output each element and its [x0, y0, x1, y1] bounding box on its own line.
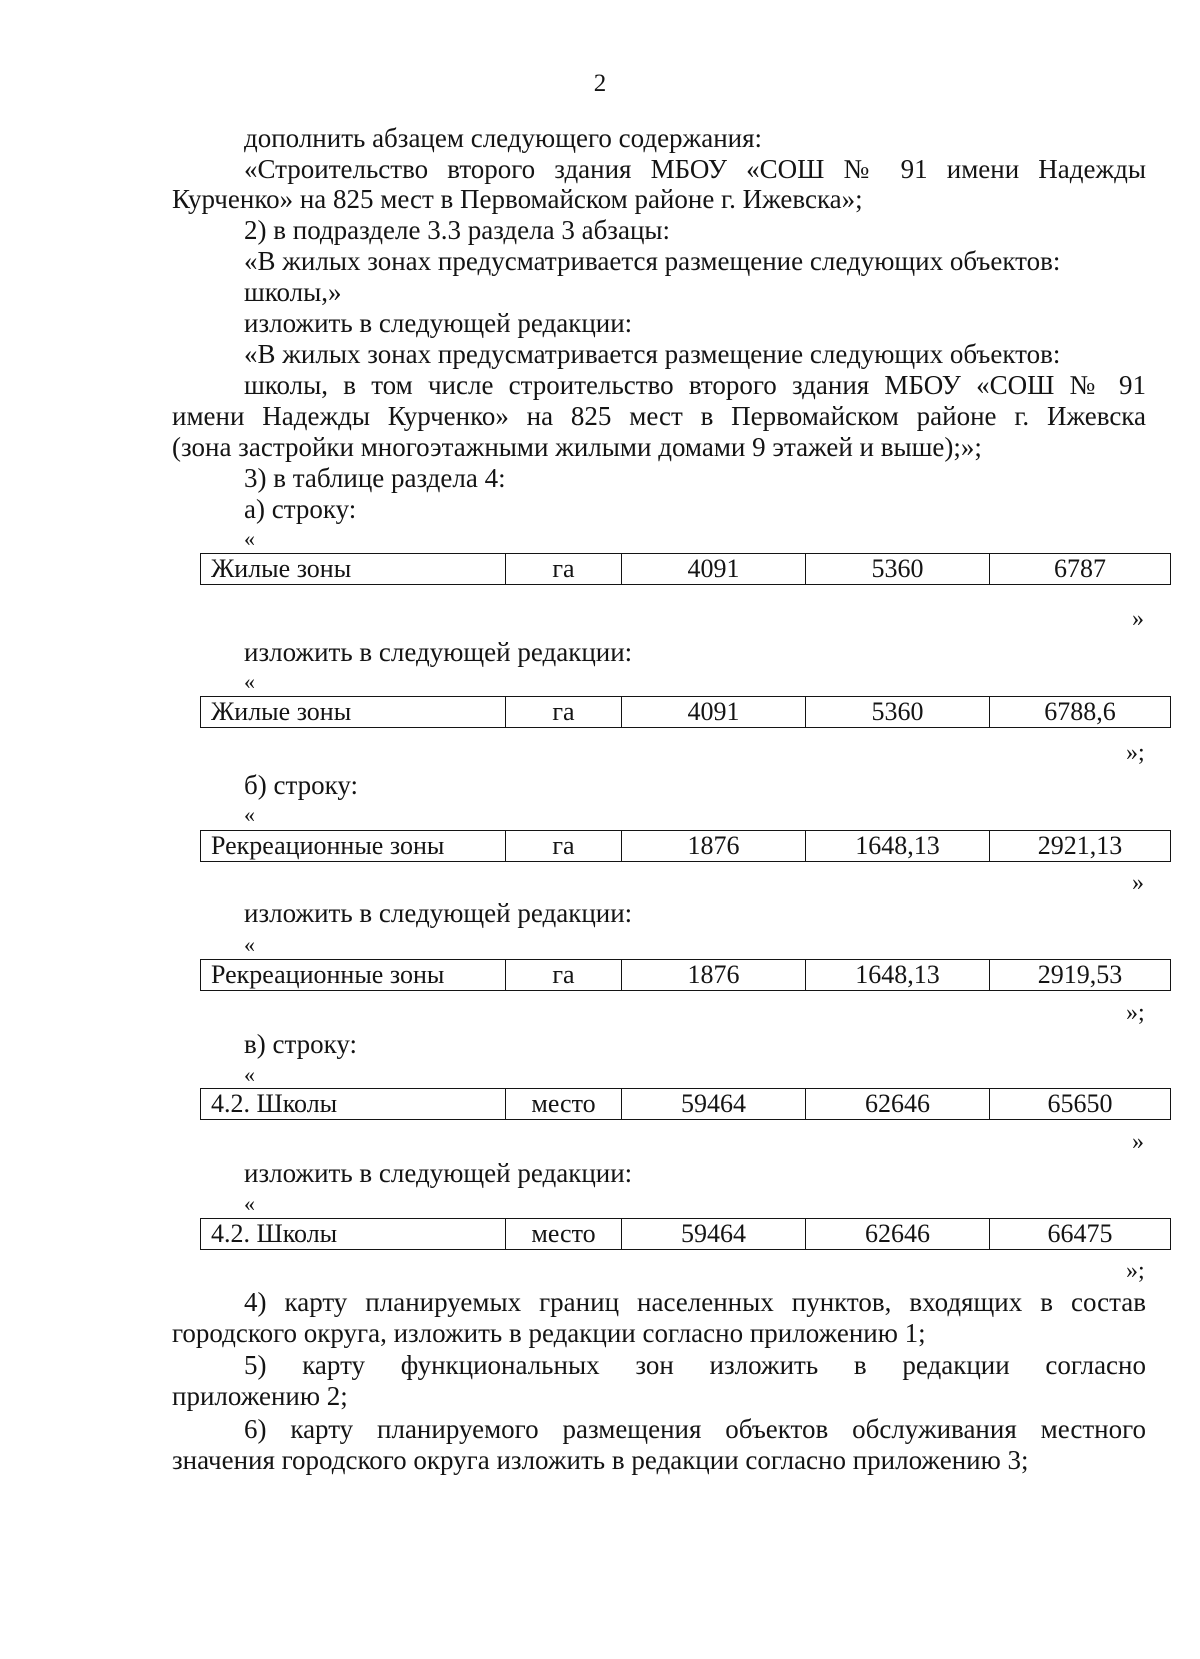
item-3a-label: а) строку:: [244, 494, 357, 524]
table-cell: 65650: [990, 1089, 1171, 1120]
item-4-line-1: 4) карту планируемых границ населенных пунктов, входящих в состав: [244, 1287, 1146, 1317]
table-row-b-old: [200, 830, 1171, 862]
table-cell: Рекреационные зоны: [201, 960, 506, 991]
item-2-new-line-3: имени Надежды Курченко» на 825 мест в Первомайском районе г. Ижевска: [172, 401, 1146, 431]
table-cell: 4.2. Школы: [201, 1089, 506, 1120]
table-cell: га: [506, 960, 622, 991]
table-cell: 66475: [990, 1219, 1171, 1250]
table-row-v-new: [200, 1218, 1171, 1250]
quote-open: «: [244, 526, 255, 551]
table-cell: 59464: [622, 1219, 806, 1250]
item-4-line-2: городского округа, изложить в редакции согласно приложению 1;: [172, 1318, 926, 1348]
quote-open: «: [244, 669, 255, 694]
item-3a-restate: изложить в следующей редакции:: [244, 637, 633, 667]
table-cell: 2921,13: [990, 831, 1171, 862]
quote-close: »: [1132, 606, 1144, 632]
paragraph-intro: дополнить абзацем следующего содержания:: [244, 123, 763, 153]
table-cell: га: [506, 697, 622, 728]
paragraph-quote-1: «Строительство второго здания МБОУ «СОШ № 91 имени Надежды: [244, 154, 1146, 184]
item-3b-restate: изложить в следующей редакции:: [244, 898, 633, 928]
item-2-heading: 2) в подразделе 3.3 раздела 3 абзацы:: [244, 215, 671, 245]
quote-open: «: [244, 1191, 255, 1216]
table-row-v-old: [200, 1088, 1171, 1120]
table-cell: 1648,13: [806, 960, 990, 991]
item-2-new-line-4: (зона застройки многоэтажными жилыми домами 9 этажей и выше);»;: [172, 432, 982, 462]
table-cell: 59464: [622, 1089, 806, 1120]
table-row-a-new: [200, 696, 1171, 728]
item-3v-label: в) строку:: [244, 1029, 357, 1059]
table-cell: га: [506, 831, 622, 862]
item-2-old-line-1: «В жилых зонах предусматривается размещение следующих объектов:: [244, 246, 1061, 276]
item-2-new-line-2: школы, в том числе строительство второго здания МБОУ «СОШ № 91: [244, 370, 1146, 400]
quote-open: «: [244, 932, 255, 957]
table-cell: место: [506, 1089, 622, 1120]
table-cell: Жилые зоны: [201, 697, 506, 728]
table-cell: 4.2. Школы: [201, 1219, 506, 1250]
item-6-line-2: значения городского округа изложить в редакции согласно приложению 3;: [172, 1445, 1029, 1475]
table-cell: 4091: [622, 697, 806, 728]
item-6-line-1: 6) карту планируемого размещения объектов обслуживания местного: [244, 1414, 1146, 1444]
quote-close-semicolon: »;: [1126, 740, 1145, 766]
table-cell: место: [506, 1219, 622, 1250]
table-cell: Рекреационные зоны: [201, 831, 506, 862]
quote-open: «: [244, 1062, 255, 1087]
table-cell: 62646: [806, 1089, 990, 1120]
table-cell: 1876: [622, 831, 806, 862]
item-2-restate: изложить в следующей редакции:: [244, 308, 633, 338]
quote-close: »: [1132, 870, 1144, 896]
quote-close-semicolon: »;: [1126, 1258, 1145, 1284]
table-cell: 2919,53: [990, 960, 1171, 991]
item-3-heading: 3) в таблице раздела 4:: [244, 463, 506, 493]
table-row-b-new: [200, 959, 1171, 991]
quote-open: «: [244, 802, 255, 827]
table-cell: 1648,13: [806, 831, 990, 862]
quote-close-semicolon: »;: [1126, 1000, 1145, 1026]
item-5-line-1: 5) карту функциональных зон изложить в редакции согласно: [244, 1350, 1146, 1380]
table-cell: 62646: [806, 1219, 990, 1250]
table-cell: 5360: [806, 697, 990, 728]
table-cell: 6788,6: [990, 697, 1171, 728]
paragraph-quote-1-cont: Курченко» на 825 мест в Первомайском районе г. Ижевска»;: [172, 184, 863, 214]
table-cell: 6787: [990, 554, 1171, 585]
item-2-new-line-1: «В жилых зонах предусматривается размещение следующих объектов:: [244, 339, 1061, 369]
item-5-line-2: приложению 2;: [172, 1381, 348, 1411]
item-3b-label: б) строку:: [244, 770, 358, 800]
table-cell: Жилые зоны: [201, 554, 506, 585]
table-cell: га: [506, 554, 622, 585]
page-number: 2: [593, 70, 607, 97]
table-cell: 5360: [806, 554, 990, 585]
item-3v-restate: изложить в следующей редакции:: [244, 1158, 633, 1188]
quote-close: »: [1132, 1129, 1144, 1155]
table-row-a-old: [200, 553, 1171, 585]
table-cell: 4091: [622, 554, 806, 585]
table-cell: 1876: [622, 960, 806, 991]
item-2-old-line-2: школы,»: [244, 277, 342, 307]
